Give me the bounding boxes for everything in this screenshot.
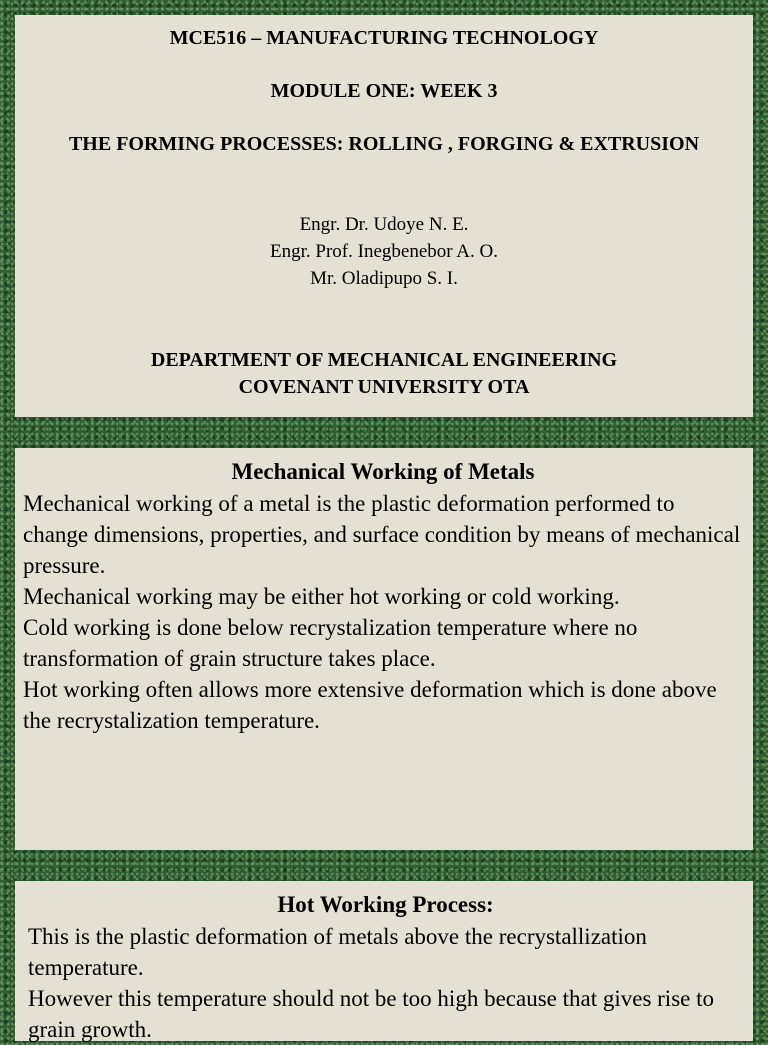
university-name: COVENANT UNIVERSITY OTA — [238, 376, 530, 398]
module-title: MODULE ONE: WEEK 3 — [270, 80, 498, 102]
body-paragraph: This is the plastic deformation of metals above the recrystallization temperature. — [28, 924, 647, 980]
department-name: DEPARTMENT OF MECHANICAL ENGINEERING — [150, 349, 618, 371]
hot-working-slide — [15, 881, 753, 1041]
slide-title: Hot Working Process: — [277, 892, 494, 917]
title-slide — [15, 15, 753, 417]
author-list — [15, 211, 753, 292]
course-title: MCE516 – MANUFACTURING TECHNOLOGY — [169, 27, 599, 49]
topic-title: THE FORMING PROCESSES: ROLLING , FORGING & EXTRUSION — [68, 133, 700, 155]
body-paragraph: Cold working is done below recrystalization temperature where no transformation of grain structure takes place. — [23, 615, 638, 671]
body-paragraph: Mechanical working may be either hot working or cold working. — [23, 584, 620, 609]
author-name: Engr. Dr. Udoye N. E. — [299, 214, 469, 235]
slide-body — [28, 921, 743, 1045]
body-paragraph: Mechanical working of a metal is the plastic deformation performed to change dimensions, properties, and surface condition by means of mechanical pressure. — [23, 491, 741, 578]
body-paragraph: However this temperature should not be too high because that gives rise to grain growth. — [28, 986, 714, 1042]
body-paragraph: Hot working often allows more extensive deformation which is done above the recrystalization temperature. — [23, 677, 717, 733]
author-name: Engr. Prof. Inegbenebor A. O. — [270, 241, 498, 262]
author-name: Mr. Oladipupo S. I. — [310, 268, 458, 289]
slide-title: Mechanical Working of Metals — [231, 459, 535, 484]
mechanical-working-slide — [15, 448, 753, 850]
slide-body — [23, 488, 743, 736]
